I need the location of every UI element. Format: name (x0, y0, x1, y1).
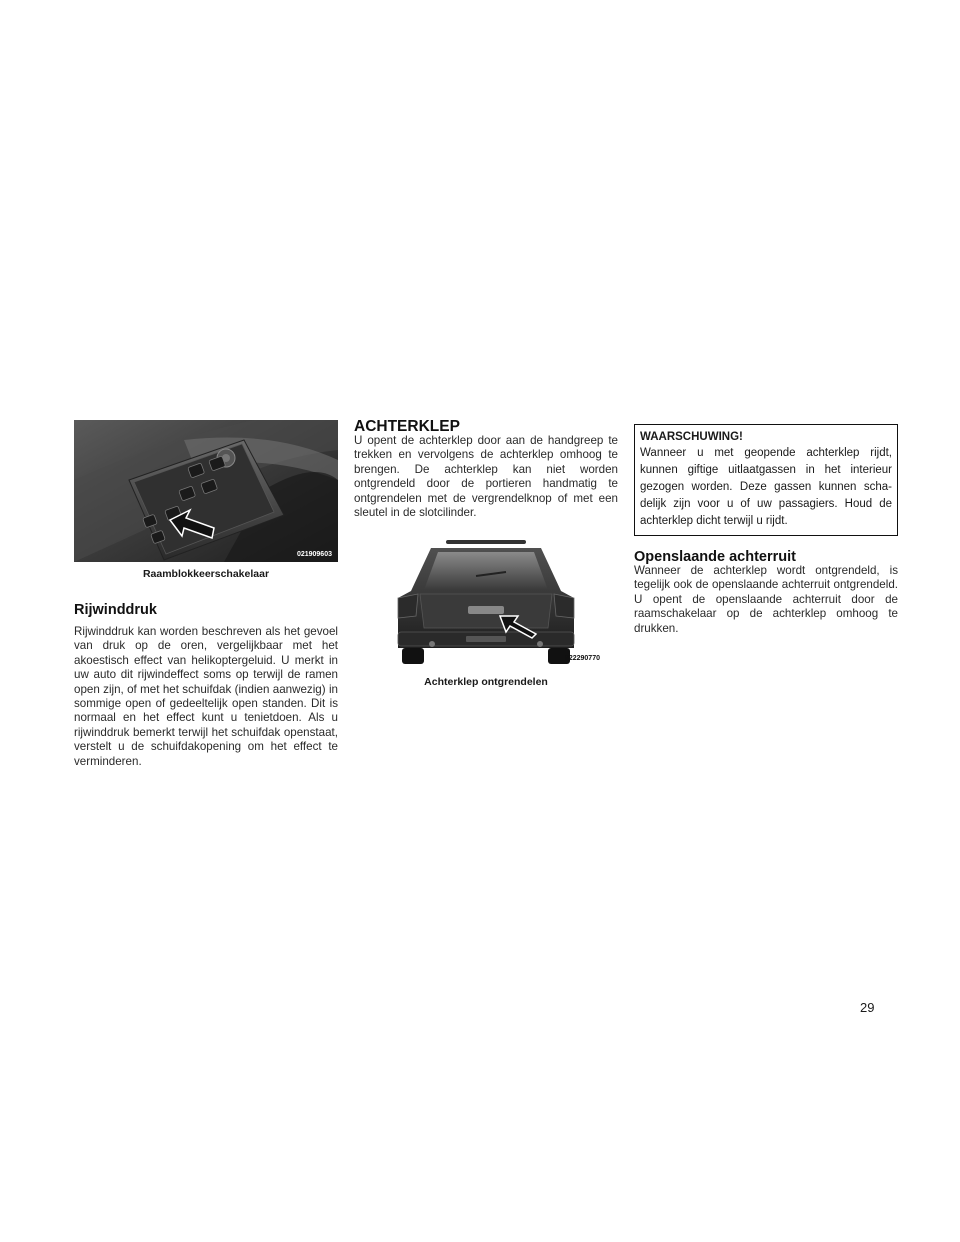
figure-caption: Raamblokkeerschakelaar (142, 568, 270, 580)
warning-title: WAARSCHUWING! (640, 431, 743, 443)
suv-rear-illustration (376, 536, 596, 672)
page-number: 29 (860, 1000, 875, 1015)
figure-code: 022290770 (564, 655, 600, 663)
warning-box (634, 424, 898, 536)
left-column (74, 420, 338, 769)
rijwinddruk-body: Rijwinddruk kan worden beschreven als het gevoel van druk op de oren, vergelijkbaar met het akoestisch effect van helikoptergeluid. U merkt in uw auto dit rijwindeffect soms op terwijl de ramen open zijn, of met het schuifdak (indien aanwezig) in sommige open of gedeeltelijk open standen. Dit is normaal en het effect kunt u tenietdoen. Als u rijwinddruk bemerkt terwijl het schuifdak openstaat, verstelt u de schuifdakopening om het effect te verminderen. (74, 625, 338, 768)
section-heading-openslaande-achterruit: Openslaande achterruit (634, 549, 796, 565)
section-heading-achterklep: ACHTERKLEP (354, 418, 460, 435)
achterklep-body: U opent de achterklep door aan de handgreep te trekken en vervolgens de achterklep omhoog te brengen. De achterklep kan niet worden ontgrendeld door de portieren handmatig te ontgrendelen met de vergrendelknop of met een sleutel in de slotcilinder. (354, 434, 618, 520)
door-panel-illustration (74, 420, 338, 562)
right-column (634, 424, 898, 636)
section-heading-rijwinddruk: Rijwinddruk (74, 602, 157, 618)
openslaande-achterruit-body: Wanneer de achterklep wordt ontgrendeld, is tegelijk ook de openslaande achterruit ontgrendeld. U opent de openslaande achterruit door de raamschakelaar op de achterklep omhoog te drukken. (634, 564, 898, 635)
middle-column (354, 420, 618, 688)
window-lockout-switch-photo (74, 420, 338, 562)
figure-caption: Achterklep ontgrendelen (424, 676, 548, 689)
liftgate-photo (376, 536, 600, 672)
warning-text: Wanneer u met geopende achterklep rijdt, kunnen giftige uitlaatgassen in het interieur gezogen worden. Deze gassen kunnen schadelijk zijn voor u of uw passagiers. Houd de achterklep dicht terwijl u rijdt. (640, 447, 892, 527)
figure-code: 021909603 (296, 551, 332, 558)
